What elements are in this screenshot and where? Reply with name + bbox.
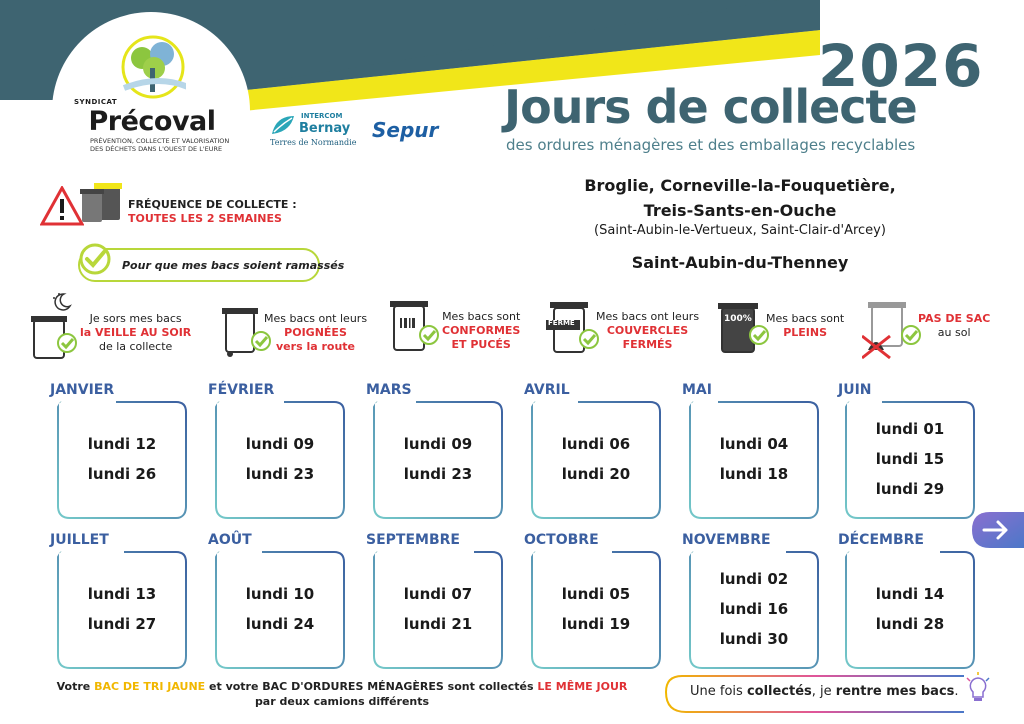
rule-evening: [24, 292, 214, 362]
rule-4-line-2: COUVERCLES: [606, 324, 689, 337]
collection-date: lundi 28: [875, 615, 945, 633]
footer-waste-bin: BAC D'ORDURES MÉNAGÈRES: [262, 680, 444, 693]
collection-date: lundi 15: [875, 450, 945, 468]
footer-text: Votre: [56, 680, 95, 693]
frequency-value: TOUTES LES 2 SEMAINES: [128, 212, 282, 225]
reminder-text: , je: [811, 684, 836, 699]
arrow-right-icon[interactable]: [972, 512, 1024, 548]
rule-3-line-2: CONFORMES: [442, 324, 521, 337]
rule-full: [716, 292, 866, 362]
collection-date: lundi 23: [403, 465, 473, 483]
collection-date: lundi 29: [875, 480, 945, 498]
collection-date: lundi 24: [245, 615, 315, 633]
month-name: MARS: [366, 382, 412, 398]
collection-date: lundi 19: [561, 615, 631, 633]
collection-date: lundi 06: [561, 435, 631, 453]
moon-icon: [50, 292, 72, 312]
collection-date: lundi 27: [87, 615, 157, 633]
bins-icon: [80, 180, 126, 224]
rule-4-line-1: Mes bacs ont leurs: [596, 310, 700, 323]
month-name: AVRIL: [524, 382, 570, 398]
footer-reminder: [664, 674, 986, 714]
rule-5-line-2: PLEINS: [783, 326, 828, 339]
rule-2-line-1: Mes bacs ont leurs: [264, 312, 368, 325]
intercom-name: Bernay: [299, 121, 351, 136]
rule-1-line-3: de la collecte: [98, 340, 173, 353]
collection-date: lundi 18: [719, 465, 789, 483]
rule-1-line-1: Je sors mes bacs: [89, 312, 182, 325]
pill-text: Pour que mes bacs soient ramassés: [122, 259, 345, 272]
month-name: JUILLET: [50, 532, 109, 548]
commune-line-4: Saint-Aubin-du-Thenney: [631, 253, 849, 272]
closed-badge: FERMÉ: [548, 319, 575, 327]
collection-date: lundi 09: [403, 435, 473, 453]
sepur-logo: Sepur: [372, 118, 439, 142]
collection-date: lundi 21: [403, 615, 473, 633]
frequency-label: FRÉQUENCE DE COLLECTE :: [128, 198, 297, 211]
instructions-pill: [78, 248, 345, 282]
warning-icon: [40, 186, 84, 226]
communes-block: [540, 172, 940, 274]
intercom-sub: Terres de Normandie: [270, 138, 357, 147]
intercom-label: INTERCOM: [301, 112, 343, 120]
collection-date: lundi 05: [561, 585, 631, 603]
intercom-logo: [268, 112, 360, 152]
year: 2026: [818, 32, 984, 100]
footer-text: et votre: [205, 680, 263, 693]
month-name: MAI: [682, 382, 712, 398]
brand-name: Précoval: [88, 106, 216, 137]
month-name: OCTOBRE: [524, 532, 599, 548]
rule-1-line-2: la VEILLE AU SOIR: [80, 326, 192, 339]
month-name: DÉCEMBRE: [838, 532, 924, 548]
month-name: NOVEMBRE: [682, 532, 771, 548]
collection-date: lundi 13: [87, 585, 157, 603]
check-icon: [418, 324, 440, 346]
rule-5-line-1: Mes bacs sont: [766, 312, 845, 325]
reminder-text: .: [954, 684, 959, 699]
rule-3-line-3: ET PUCÉS: [451, 338, 511, 351]
frequency-block: [40, 180, 330, 230]
collection-date: lundi 12: [87, 435, 157, 453]
collection-date: lundi 14: [875, 585, 945, 603]
check-icon: [56, 332, 78, 354]
footer-note: [42, 680, 642, 708]
collection-date: lundi 10: [245, 585, 315, 603]
syndicat-label: SYNDICAT: [74, 98, 118, 106]
intercom-leaf-icon: [270, 114, 296, 138]
full-badge: 100%: [724, 314, 752, 324]
commune-line-3: (Saint-Aubin-le-Vertueux, Saint-Clair-d'Arcey): [594, 223, 886, 238]
month-name: SEPTEMBRE: [366, 532, 460, 548]
footer-line-2: par deux camions différents: [254, 695, 430, 708]
rule-4-line-3: FERMÉS: [622, 338, 673, 351]
footer-text: sont collectés: [443, 680, 538, 693]
rule-2-line-2: POIGNÉES: [284, 326, 347, 339]
reminder-bold: rentre mes bacs: [835, 684, 955, 699]
rule-2-line-3: vers la route: [276, 340, 356, 353]
month-name: JANVIER: [50, 382, 115, 398]
check-icon: [78, 242, 112, 276]
rule-lids: [544, 292, 714, 362]
rule-6-line-2: au sol: [937, 326, 971, 339]
rule-3-line-1: Mes bacs sont: [442, 310, 521, 323]
lightbulb-icon: [964, 672, 992, 706]
rule-compliant: [386, 292, 536, 362]
commune-line-2: Treis-Sants-en-Ouche: [643, 201, 837, 220]
rule-6-line-1: PAS DE SAC: [918, 312, 991, 325]
rule-handles: [218, 292, 388, 362]
page-title: Jours de collecte: [504, 80, 917, 134]
commune-line-1: Broglie, Corneville-la-Fouquetière,: [584, 176, 896, 195]
reminder-bold: collectés: [746, 684, 812, 699]
footer-same-day: LE MÊME JOUR: [537, 680, 628, 693]
brand-tagline: PRÉVENTION, COLLECTE ET VALORISATION DES DÉCHETS DANS L'OUEST DE L'EURE: [90, 137, 230, 153]
collection-date: lundi 01: [875, 420, 945, 438]
collection-date: lundi 04: [719, 435, 789, 453]
collection-date: lundi 20: [561, 465, 631, 483]
collection-date: lundi 30: [719, 630, 789, 648]
reminder-text: Une fois: [690, 684, 747, 699]
collection-date: lundi 07: [403, 585, 473, 603]
collection-date: lundi 26: [87, 465, 157, 483]
collection-date: lundi 23: [245, 465, 315, 483]
collection-date: lundi 02: [719, 570, 789, 588]
page-subtitle: des ordures ménagères et des emballages recyclables: [506, 136, 916, 154]
month-name: JUIN: [838, 382, 872, 398]
month-name: FÉVRIER: [208, 382, 275, 398]
collection-date: lundi 09: [245, 435, 315, 453]
tree-icon: [120, 34, 186, 100]
rule-no-bag: [862, 292, 1012, 362]
collection-date: lundi 16: [719, 600, 789, 618]
footer-yellow-bin: BAC DE TRI JAUNE: [94, 680, 206, 693]
month-name: AOÛT: [208, 532, 252, 548]
